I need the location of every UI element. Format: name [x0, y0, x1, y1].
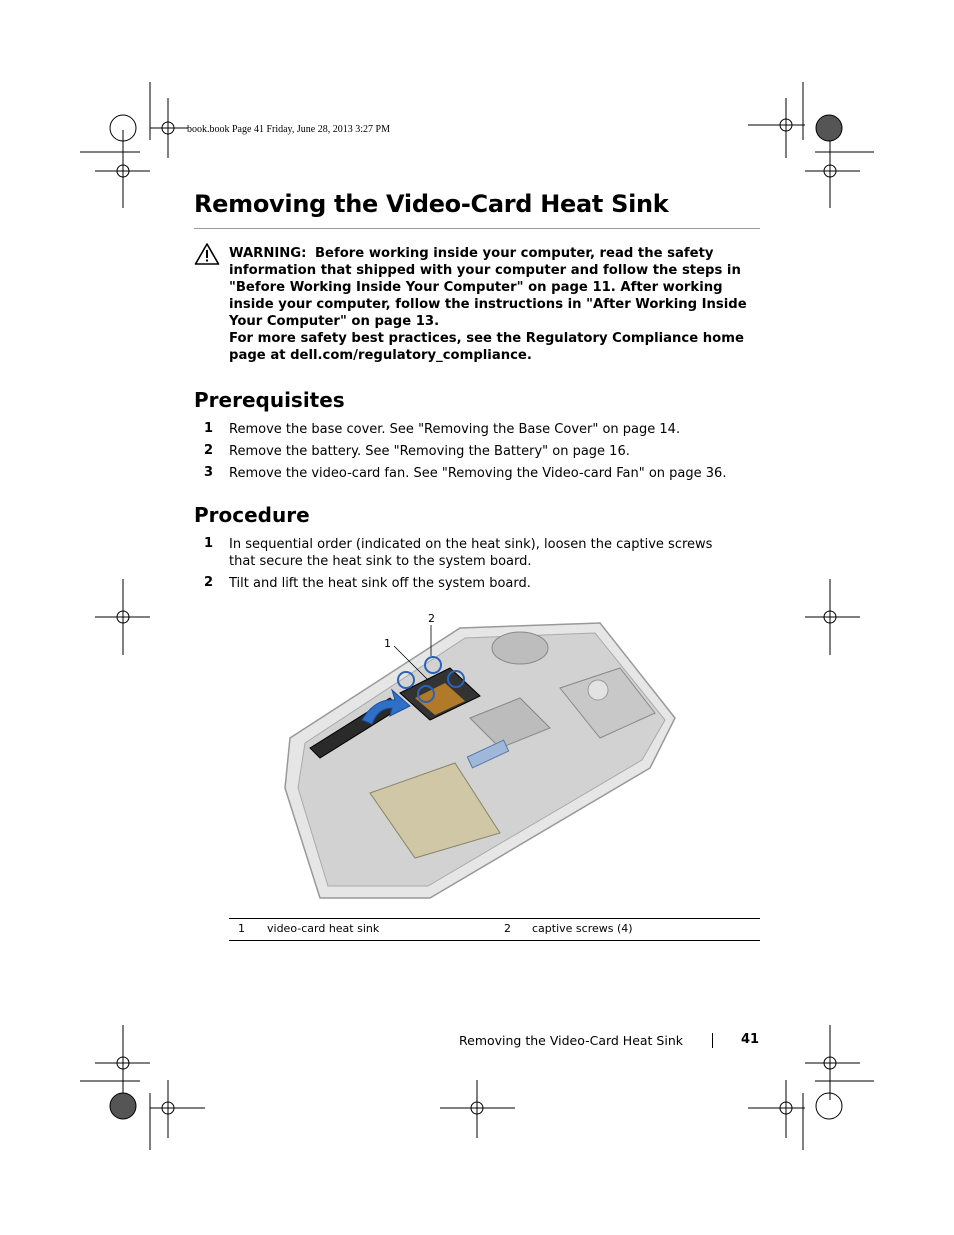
legend-num: 2: [504, 922, 511, 935]
legend-num: 1: [238, 922, 245, 935]
warning-text-2: For more safety best practices, see the Regulatory Compliance home page at dell.com/regulatory_compliance.: [229, 331, 744, 363]
warning-icon: [194, 242, 220, 266]
legend-label: captive screws (4): [532, 922, 633, 935]
prerequisites-heading: Prerequisites: [194, 388, 345, 412]
procedure-list: 1 In sequential order (indicated on the heat sink), loosen the captive screws that secure the heat sink to the system board. 2 Tilt and lift the heat sink off the system board.: [204, 536, 713, 591]
page-title: Removing the Video-Card Heat Sink: [194, 190, 669, 218]
footer-divider: [712, 1033, 713, 1048]
footer-section: Removing the Video-Card Heat Sink: [459, 1033, 683, 1048]
procedure-heading: Procedure: [194, 503, 310, 527]
figure-legend: [229, 918, 760, 941]
legend-label: video-card heat sink: [267, 922, 380, 935]
warning-notice: [229, 245, 769, 364]
warning-label: WARNING:: [229, 246, 307, 261]
title-rule: [194, 228, 760, 229]
heat-sink-illustration: [280, 608, 680, 908]
prerequisites-list: 1 Remove the base cover. See "Removing the Base Cover" on page 14. 2 Remove the battery. See "Removing the Battery" on page 16. 3 Remove the video-card fan. See "Removing the Video-card Fan" on page 36.: [204, 421, 727, 481]
print-slug: book.book Page 41 Friday, June 28, 2013 3:27 PM: [187, 124, 390, 135]
callout-1: 1: [384, 637, 391, 650]
page-number: 41: [741, 1032, 760, 1047]
warning-text: Before working inside your computer, read the safety information that shipped with your computer and follow the steps in "Before Working Inside Your Computer" on page 11. After working inside your computer, follow the instructions in "After Working Inside Your Computer" on page 13.: [229, 246, 747, 329]
callout-2: 2: [428, 612, 435, 625]
